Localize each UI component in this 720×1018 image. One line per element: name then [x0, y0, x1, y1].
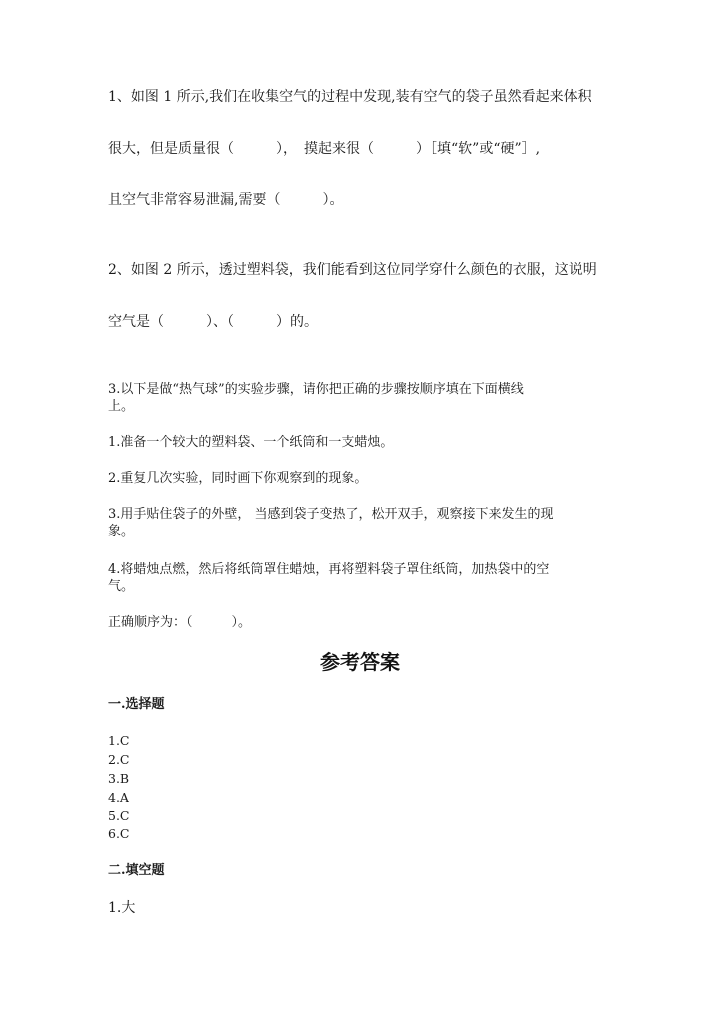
q1-line-2: 很大，但是质量很（ ）， 摸起来很（ ）［填“软”或“硬”］, — [108, 141, 541, 157]
q3-step-1: 1.准备一个较大的塑料袋、一个纸筒和一支蜡烛。 — [108, 435, 394, 450]
q2-line-2: 空气是（ ）、（ ）的。 — [108, 314, 318, 330]
answer-item: 4.A — [108, 790, 129, 805]
answer-key-title: 参考答案 — [320, 650, 400, 674]
q3-intro-line-1: 3.以下是做“热气球”的实验步骤，请你把正确的步骤按顺序填在下面横线 — [108, 382, 524, 397]
section-2-heading: 二.填空题 — [108, 863, 165, 878]
q1-line-1: 1、如图 1 所示,我们在收集空气的过程中发现,装有空气的袋子虽然看起来体积 — [108, 89, 592, 105]
answer-item: 3.B — [108, 771, 130, 786]
answer-item: 1.C — [108, 733, 130, 748]
q3-step-4-line-2: 气。 — [108, 579, 135, 594]
q3-step-2: 2.重复几次实验，同时画下你观察到的现象。 — [108, 471, 368, 486]
q3-step-3-line-1: 3.用手贴住袋子的外壁， 当感到袋子变热了，松开双手，观察接下来发生的现 — [108, 507, 554, 522]
q3-order-line: 正确顺序为：（ ）。 — [108, 615, 252, 630]
answer-item: 5.C — [108, 808, 130, 823]
q1-line-3: 且空气非常容易泄漏,需要（ ）。 — [108, 192, 344, 208]
answer-item: 6.C — [108, 826, 130, 841]
answer-item: 1.大 — [108, 900, 136, 916]
q2-line-1: 2、如图 2 所示，透过塑料袋，我们能看到这位同学穿什么颜色的衣服，这说明 — [108, 262, 597, 278]
section-1-heading: 一.选择题 — [108, 697, 165, 712]
q3-step-3-line-2: 象。 — [108, 524, 135, 539]
q3-step-4-line-1: 4.将蜡烛点燃，然后将纸筒罩住蜡烛，再将塑料袋子罩住纸筒，加热袋中的空 — [108, 562, 550, 577]
q3-intro-line-2: 上。 — [108, 399, 135, 414]
answer-item: 2.C — [108, 752, 130, 767]
